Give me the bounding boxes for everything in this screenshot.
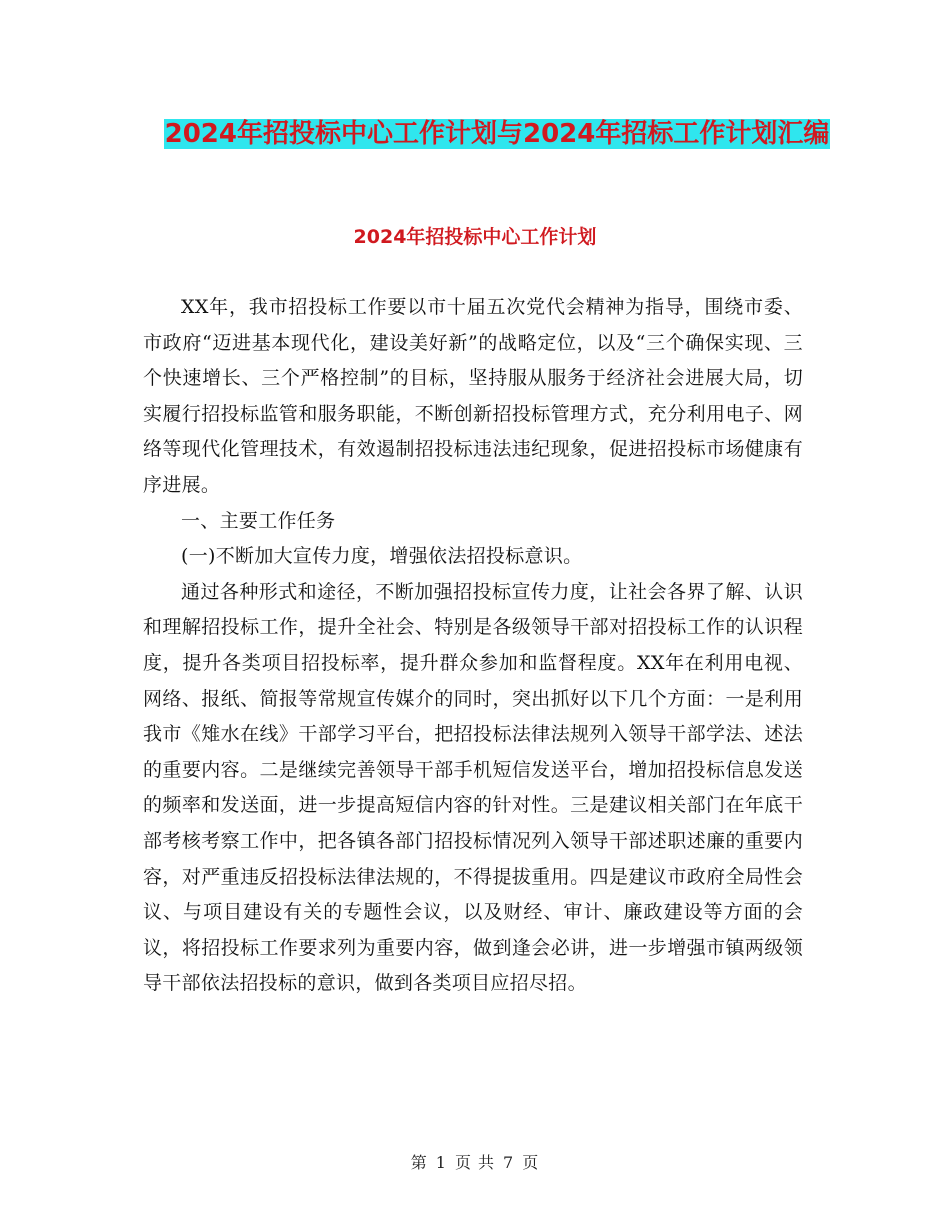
paragraph-publicity-detail: 通过各种形式和途径，不断加强招投标宣传力度，让社会各界了解、认识和理解招投标工作，提升全社会、特别是各级领导干部对招投标工作的认识程度，提升各类项目招投标率，提升群众参加和监督程度。XX年在利用电视、网络、报纸、简报等常规宣传媒介的同时，突出抓好以下几个方面：一是利用我市《雉水在线》干部学习平台，把招投标法律法规列入领导干部学法、述法的重要内容。二是继续完善领导干部手机短信发送平台，增加招投标信息发送的频率和发送面，进一步提高短信内容的针对性。三是建议相关部门在年底干部考核考察工作中，把各镇各部门招投标情况列入领导干部述职述廉的重要内容，对严重违反招投标法律法规的，不得提拔重用。四是建议市政府全局性会议、与项目建设有关的专题性会议，以及财经、审计、廉政建设等方面的会议，将招投标工作要求列为重要内容，做到逢会必讲，进一步增强市镇两级领导干部依法招投标的意识，做到各类项目应招尽招。 xyxy=(143,580,803,995)
footer-label-page: 第 xyxy=(410,1153,428,1172)
section-title: 2024年招投标中心工作计划 xyxy=(353,226,597,248)
document-body xyxy=(143,290,803,1002)
footer-label-of: 页 共 xyxy=(454,1153,496,1172)
footer-current-page: 1 xyxy=(435,1153,447,1172)
paragraph-intro: XX年，我市招投标工作要以市十届五次党代会精神为指导，围绕市委、市政府“迈进基本现代化，建设美好新”的战略定位，以及“三个确保实现、三个快速增长、三个严格控制”的目标，坚持服从服务于经济社会进展大局，切实履行招投标监管和服务职能，不断创新招投标管理方式，充分利用电子、网络等现代化管理技术，有效遏制招投标违法违纪现象，促进招投标市场健康有序进展。 xyxy=(143,296,803,496)
footer-label-pages: 页 xyxy=(522,1153,540,1172)
heading-publicity: (一)不断加大宣传力度，增强依法招投标意识。 xyxy=(181,545,583,568)
footer-total-pages: 7 xyxy=(503,1153,515,1172)
page-footer xyxy=(0,1152,950,1174)
heading-main-tasks: 一、主要工作任务 xyxy=(181,509,336,532)
document-title-text: 2024年招投标中心工作计划与2024年招标工作计划汇编 xyxy=(164,119,830,149)
document-title xyxy=(140,112,854,157)
